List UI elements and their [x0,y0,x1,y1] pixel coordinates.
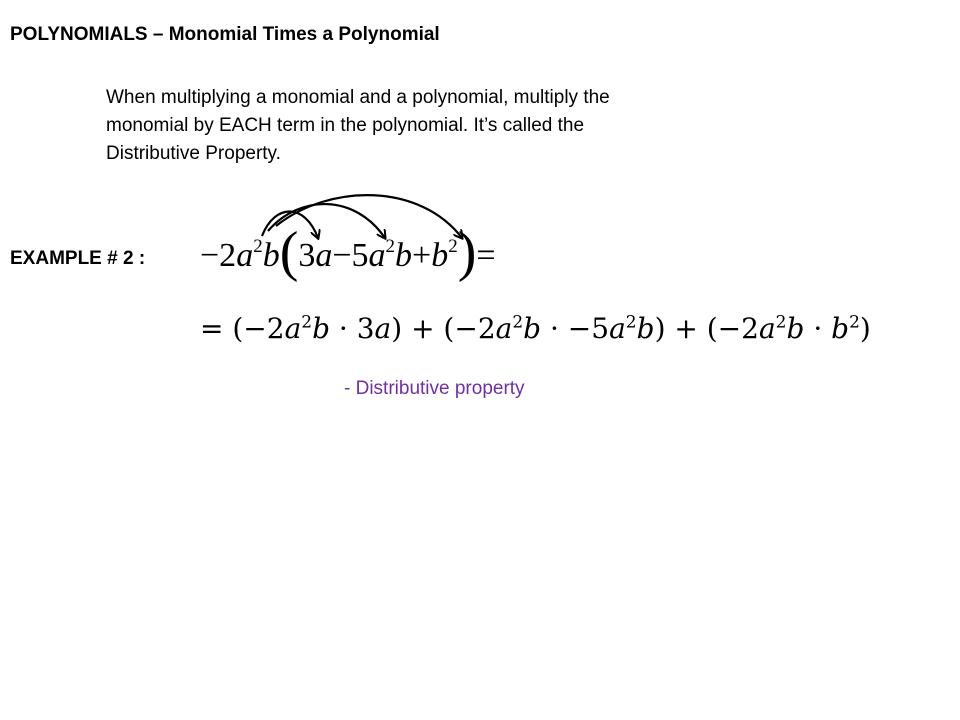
minus-sign: − [332,237,352,274]
exponent: 2 [775,312,787,333]
step-text: ) [859,312,871,345]
var-b: b [786,312,805,345]
var-b: b [636,312,655,345]
exponent: 2 [301,312,313,333]
step-text: ) + (−2 [654,312,759,345]
step-text: ) + (−2 [391,312,496,345]
exponent: 2 [253,235,263,257]
step-text: = (−2 [200,312,285,345]
var-a: a [368,237,386,274]
var-b: b [831,312,850,345]
equals-sign: = [476,237,496,274]
exponent: 2 [448,235,458,257]
example-label: EXAMPLE # 2 : [10,248,146,269]
monomial-coefficient: −2 [200,237,237,274]
example-expression [200,221,496,286]
plus-sign: + [412,237,432,274]
var-a: a [495,312,513,345]
var-b: b [523,312,542,345]
term2-coefficient: 5 [351,237,369,274]
step-text: · [804,312,832,345]
var-a: a [374,312,392,345]
var-a: a [758,312,776,345]
var-b: b [312,312,331,345]
var-b: b [395,237,413,274]
var-a: a [284,312,302,345]
explanation-line: Distributive Property. [106,143,281,164]
var-a: a [609,312,626,345]
close-paren: ) [457,221,477,283]
exponent: 2 [385,235,396,257]
explanation-line: monomial by EACH term in the polynomial. It’s called the [106,115,585,136]
distributive-property-note: - Distributive property [344,378,525,399]
explanation-line: When multiplying a monomial and a polynomial, multiply the [106,87,610,108]
exponent: 2 [512,312,524,333]
exponent: 2 [625,312,637,333]
distributed-expression [200,312,871,345]
var-a: a [236,237,254,274]
var-a: a [315,237,333,274]
step-text: · −5 [541,312,610,345]
exponent: 2 [849,312,860,333]
open-paren: ( [279,221,299,283]
step-text: · 3 [330,312,375,345]
page-title: POLYNOMIALS – Monomial Times a Polynomial [10,24,440,45]
var-b: b [262,237,280,274]
term1-coefficient: 3 [298,237,316,274]
var-b: b [431,237,449,274]
